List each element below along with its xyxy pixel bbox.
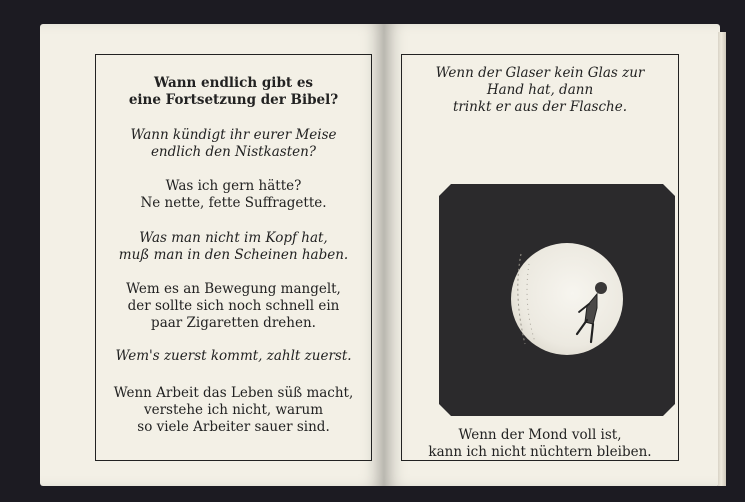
joke-line: Wem's zuerst kommt, zahlt zuerst. [115,348,352,364]
caption-line: Wenn der Glaser kein Glas zur [435,65,645,81]
joke-line: Was man nicht im Kopf hat, [139,230,328,246]
joke-line: Ne nette, fette Suffragette. [140,195,327,211]
joke-line: verstehe ich nicht, warum [143,402,324,418]
joke-line: endlich den Nistkasten? [150,144,317,160]
joke-zahlt [96,348,371,365]
joke-line: Wenn Arbeit das Leben süß macht, [113,385,354,401]
joke-zigaretten [96,281,371,332]
joke-line: paar Zigaretten drehen. [151,315,316,331]
joke-line: eine Fortsetzung der Bibel? [128,92,339,108]
joke-suffragette [96,178,371,212]
joke-line: so viele Arbeiter sauer sind. [137,419,330,435]
caption-line: Hand hat, dann [486,82,594,98]
joke-line: Was ich gern hätte? [165,178,302,194]
caption-line: Wenn der Mond voll ist, [458,427,622,443]
figure-on-moon-icon [439,184,675,416]
caption-line: trinkt er aus der Flasche. [452,99,628,115]
joke-bibel [96,75,371,109]
joke-scheinen [96,230,371,264]
caption-line: kann ich nicht nüchtern bleiben. [428,444,652,460]
page-edges [718,32,726,486]
left-page-frame [95,54,372,461]
joke-line: Wann kündigt ihr eurer Meise [130,127,337,143]
caption-glaser [402,65,678,116]
caption-mond [402,427,678,461]
joke-line: muß man in den Scheinen haben. [118,247,349,263]
open-book [40,18,723,492]
moon-illustration [439,184,675,416]
joke-line: Wann endlich gibt es [153,75,314,91]
left-page [40,24,384,486]
right-page-frame [401,54,679,461]
joke-meise [96,127,371,161]
joke-line: der sollte sich noch schnell ein [127,298,340,314]
right-page [384,24,720,486]
joke-arbeit [96,385,371,436]
joke-line: Wem es an Bewegung mangelt, [126,281,341,297]
